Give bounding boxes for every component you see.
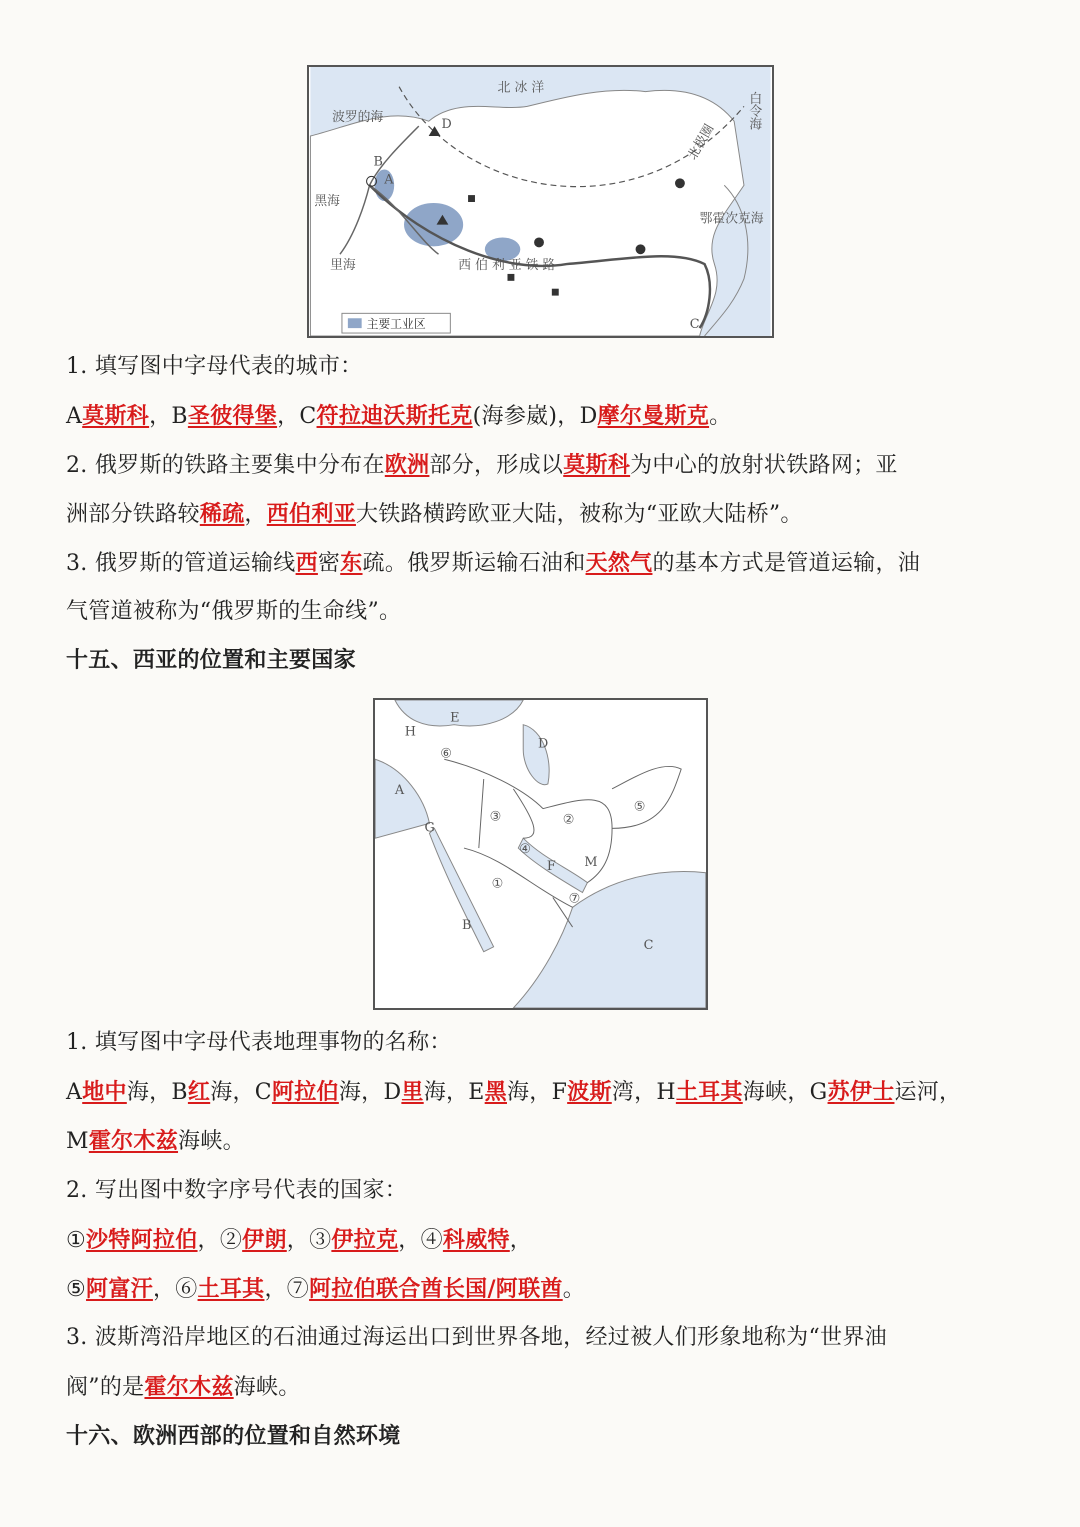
letter-C: C	[643, 937, 654, 953]
text: 的基本方式是管道运输，油	[652, 551, 921, 576]
letter-G: G	[424, 820, 435, 836]
answer: 霍尔木兹	[88, 1128, 179, 1154]
section-16-title: 十六、欧洲西部的位置和自然环境	[66, 1424, 401, 1449]
text: 运河，	[894, 1080, 962, 1105]
number-4: ④	[519, 842, 531, 858]
answer-murmansk: 摩尔曼斯克	[597, 403, 710, 429]
text: ，⑦	[264, 1277, 310, 1302]
text: 湾，H	[611, 1080, 676, 1105]
westasia-q2-line2	[66, 1274, 1026, 1305]
text: 部分，形成以	[429, 453, 564, 478]
text: 海峡，G	[742, 1080, 828, 1105]
text: 阀”的是	[66, 1375, 145, 1400]
answer: 莫斯科	[563, 452, 631, 478]
westasia-q1-title: 1. 填写图中字母代表地理事物的名称：	[66, 1030, 452, 1055]
text: 。	[709, 404, 732, 429]
letter-D: D	[441, 117, 452, 133]
russia-q2-line2	[66, 499, 1026, 530]
text: ⑤	[66, 1277, 87, 1302]
russia-q2-line1	[66, 450, 1026, 481]
text: ，B	[149, 404, 188, 429]
text: 2. 俄罗斯的铁路主要集中分布在	[66, 453, 385, 478]
legend-swatch	[348, 318, 362, 328]
number-6: ⑥	[440, 746, 452, 762]
russia-land	[310, 90, 744, 336]
answer: 欧洲	[384, 452, 430, 478]
answer: 地中	[82, 1079, 127, 1105]
text: 密	[317, 551, 341, 576]
answer: 霍尔木兹	[144, 1374, 234, 1400]
letter-E: E	[450, 710, 460, 726]
text: ，⑥	[152, 1277, 198, 1302]
label-black-sea: 黑海	[314, 193, 340, 209]
square-marker	[552, 289, 559, 296]
answer: 里	[401, 1079, 424, 1105]
west-asia-map-svg	[375, 700, 706, 1008]
answer-moscow: 莫斯科	[82, 403, 150, 429]
text: 洲部分铁路较	[66, 502, 200, 527]
number-7: ⑦	[568, 891, 581, 907]
russia-q3-line1	[66, 548, 1026, 579]
russia-q3-line2: 气管道被称为“俄罗斯的生命线”。	[66, 599, 402, 624]
westasia-q3-line2	[66, 1372, 1026, 1403]
letter-C: C	[689, 317, 700, 333]
answer-st-petersburg: 圣彼得堡	[187, 403, 278, 429]
letter-M: M	[584, 854, 598, 870]
text: 为中心的放射状铁路网；亚	[630, 453, 898, 478]
square-marker	[468, 195, 475, 202]
westasia-q1-line1	[66, 1077, 1026, 1108]
answer: 西伯利亚	[266, 501, 356, 527]
answer: 科威特	[442, 1227, 510, 1253]
answer: 红	[187, 1079, 211, 1105]
westasia-q2-line1	[66, 1225, 1026, 1256]
text: 海，E	[423, 1080, 485, 1105]
legend-label: 主要工业区	[366, 317, 426, 332]
letter-B: B	[373, 154, 383, 170]
number-1: ①	[491, 876, 504, 892]
answer: 沙特阿拉伯	[86, 1227, 198, 1253]
half-circle-marker	[534, 237, 544, 247]
westasia-q2-title: 2. 写出图中数字序号代表的国家：	[66, 1178, 408, 1203]
west-asia-map	[373, 698, 708, 1010]
text: 海，C	[210, 1080, 272, 1105]
label-okhotsk: 鄂霍次克海	[699, 211, 764, 227]
text: ①	[66, 1228, 87, 1253]
answer: 苏伊士	[827, 1079, 895, 1105]
answer-vladivostok: 符拉迪沃斯托克	[316, 403, 473, 429]
answer: 土耳其	[675, 1079, 743, 1105]
answer: 土耳其	[197, 1276, 265, 1302]
russia-q1-title: 1. 填写图中字母代表的城市：	[66, 354, 363, 379]
text: A	[66, 1080, 83, 1105]
text: ，②	[197, 1228, 243, 1253]
text: (海参崴)，D	[472, 404, 598, 429]
answer: 黑	[484, 1079, 507, 1105]
text: ，	[509, 1228, 533, 1253]
label-baltic: 波罗的海	[332, 110, 384, 126]
label-bering-sea: 白令海	[746, 91, 762, 131]
half-circle-marker	[636, 244, 646, 254]
text: 3. 俄罗斯的管道运输线	[66, 551, 296, 576]
answer: 阿拉伯	[271, 1079, 339, 1105]
text: 海峡。	[233, 1375, 301, 1400]
section-15-title: 十五、西亚的位置和主要国家	[66, 648, 356, 673]
text: 海，F	[506, 1080, 568, 1105]
answer: 阿拉伯联合酋长国/阿联酋	[309, 1276, 563, 1302]
square-marker	[507, 274, 514, 281]
answer: 西	[295, 550, 318, 576]
label-caspian: 里海	[330, 257, 356, 273]
answer: 波斯	[567, 1079, 612, 1105]
russia-q1-answers	[66, 401, 1026, 432]
text: ，C	[277, 404, 317, 429]
answer: 天然气	[585, 550, 653, 576]
answer: 稀疏	[199, 501, 245, 527]
letter-H: H	[404, 724, 416, 740]
letter-A: A	[394, 782, 405, 798]
label-arctic-circle: 北极圈	[685, 121, 718, 163]
text: 。	[562, 1277, 586, 1302]
number-3: ③	[489, 809, 502, 825]
russia-map	[307, 65, 774, 338]
number-2: ②	[562, 812, 575, 828]
westasia-q1-line2	[66, 1126, 1026, 1157]
letter-B: B	[462, 918, 472, 934]
text: 大铁路横跨欧亚大陆，被称为“亚欧大陆桥”。	[355, 502, 803, 527]
label-arctic-ocean: 北 冰 洋	[497, 80, 545, 96]
number-5: ⑤	[633, 799, 646, 815]
letter-D: D	[538, 736, 549, 752]
text: ，③	[286, 1228, 332, 1253]
russia-map-svg	[309, 67, 772, 336]
text: A	[66, 404, 83, 429]
text: 海，B	[126, 1080, 188, 1105]
text: 海，D	[338, 1080, 402, 1105]
text: ，	[244, 502, 267, 527]
text: 海峡。	[178, 1129, 245, 1154]
answer: 伊朗	[242, 1227, 287, 1253]
label-siberian-railway: 西 伯 利 亚 铁 路	[458, 257, 556, 273]
text: 疏。俄罗斯运输石油和	[362, 551, 586, 576]
answer: 伊拉克	[331, 1227, 399, 1253]
answer: 阿富汗	[86, 1276, 153, 1302]
text: M	[66, 1129, 89, 1154]
text: ，④	[398, 1228, 443, 1253]
letter-A: A	[384, 172, 394, 188]
westasia-q3-line1: 3. 波斯湾沿岸地区的石油通过海运出口到世界各地，经过被人们形象地称为“世界油	[66, 1325, 887, 1350]
answer: 东	[340, 550, 363, 576]
letter-F: F	[546, 858, 556, 874]
half-circle-marker	[675, 178, 685, 188]
industrial-zone	[404, 203, 463, 246]
